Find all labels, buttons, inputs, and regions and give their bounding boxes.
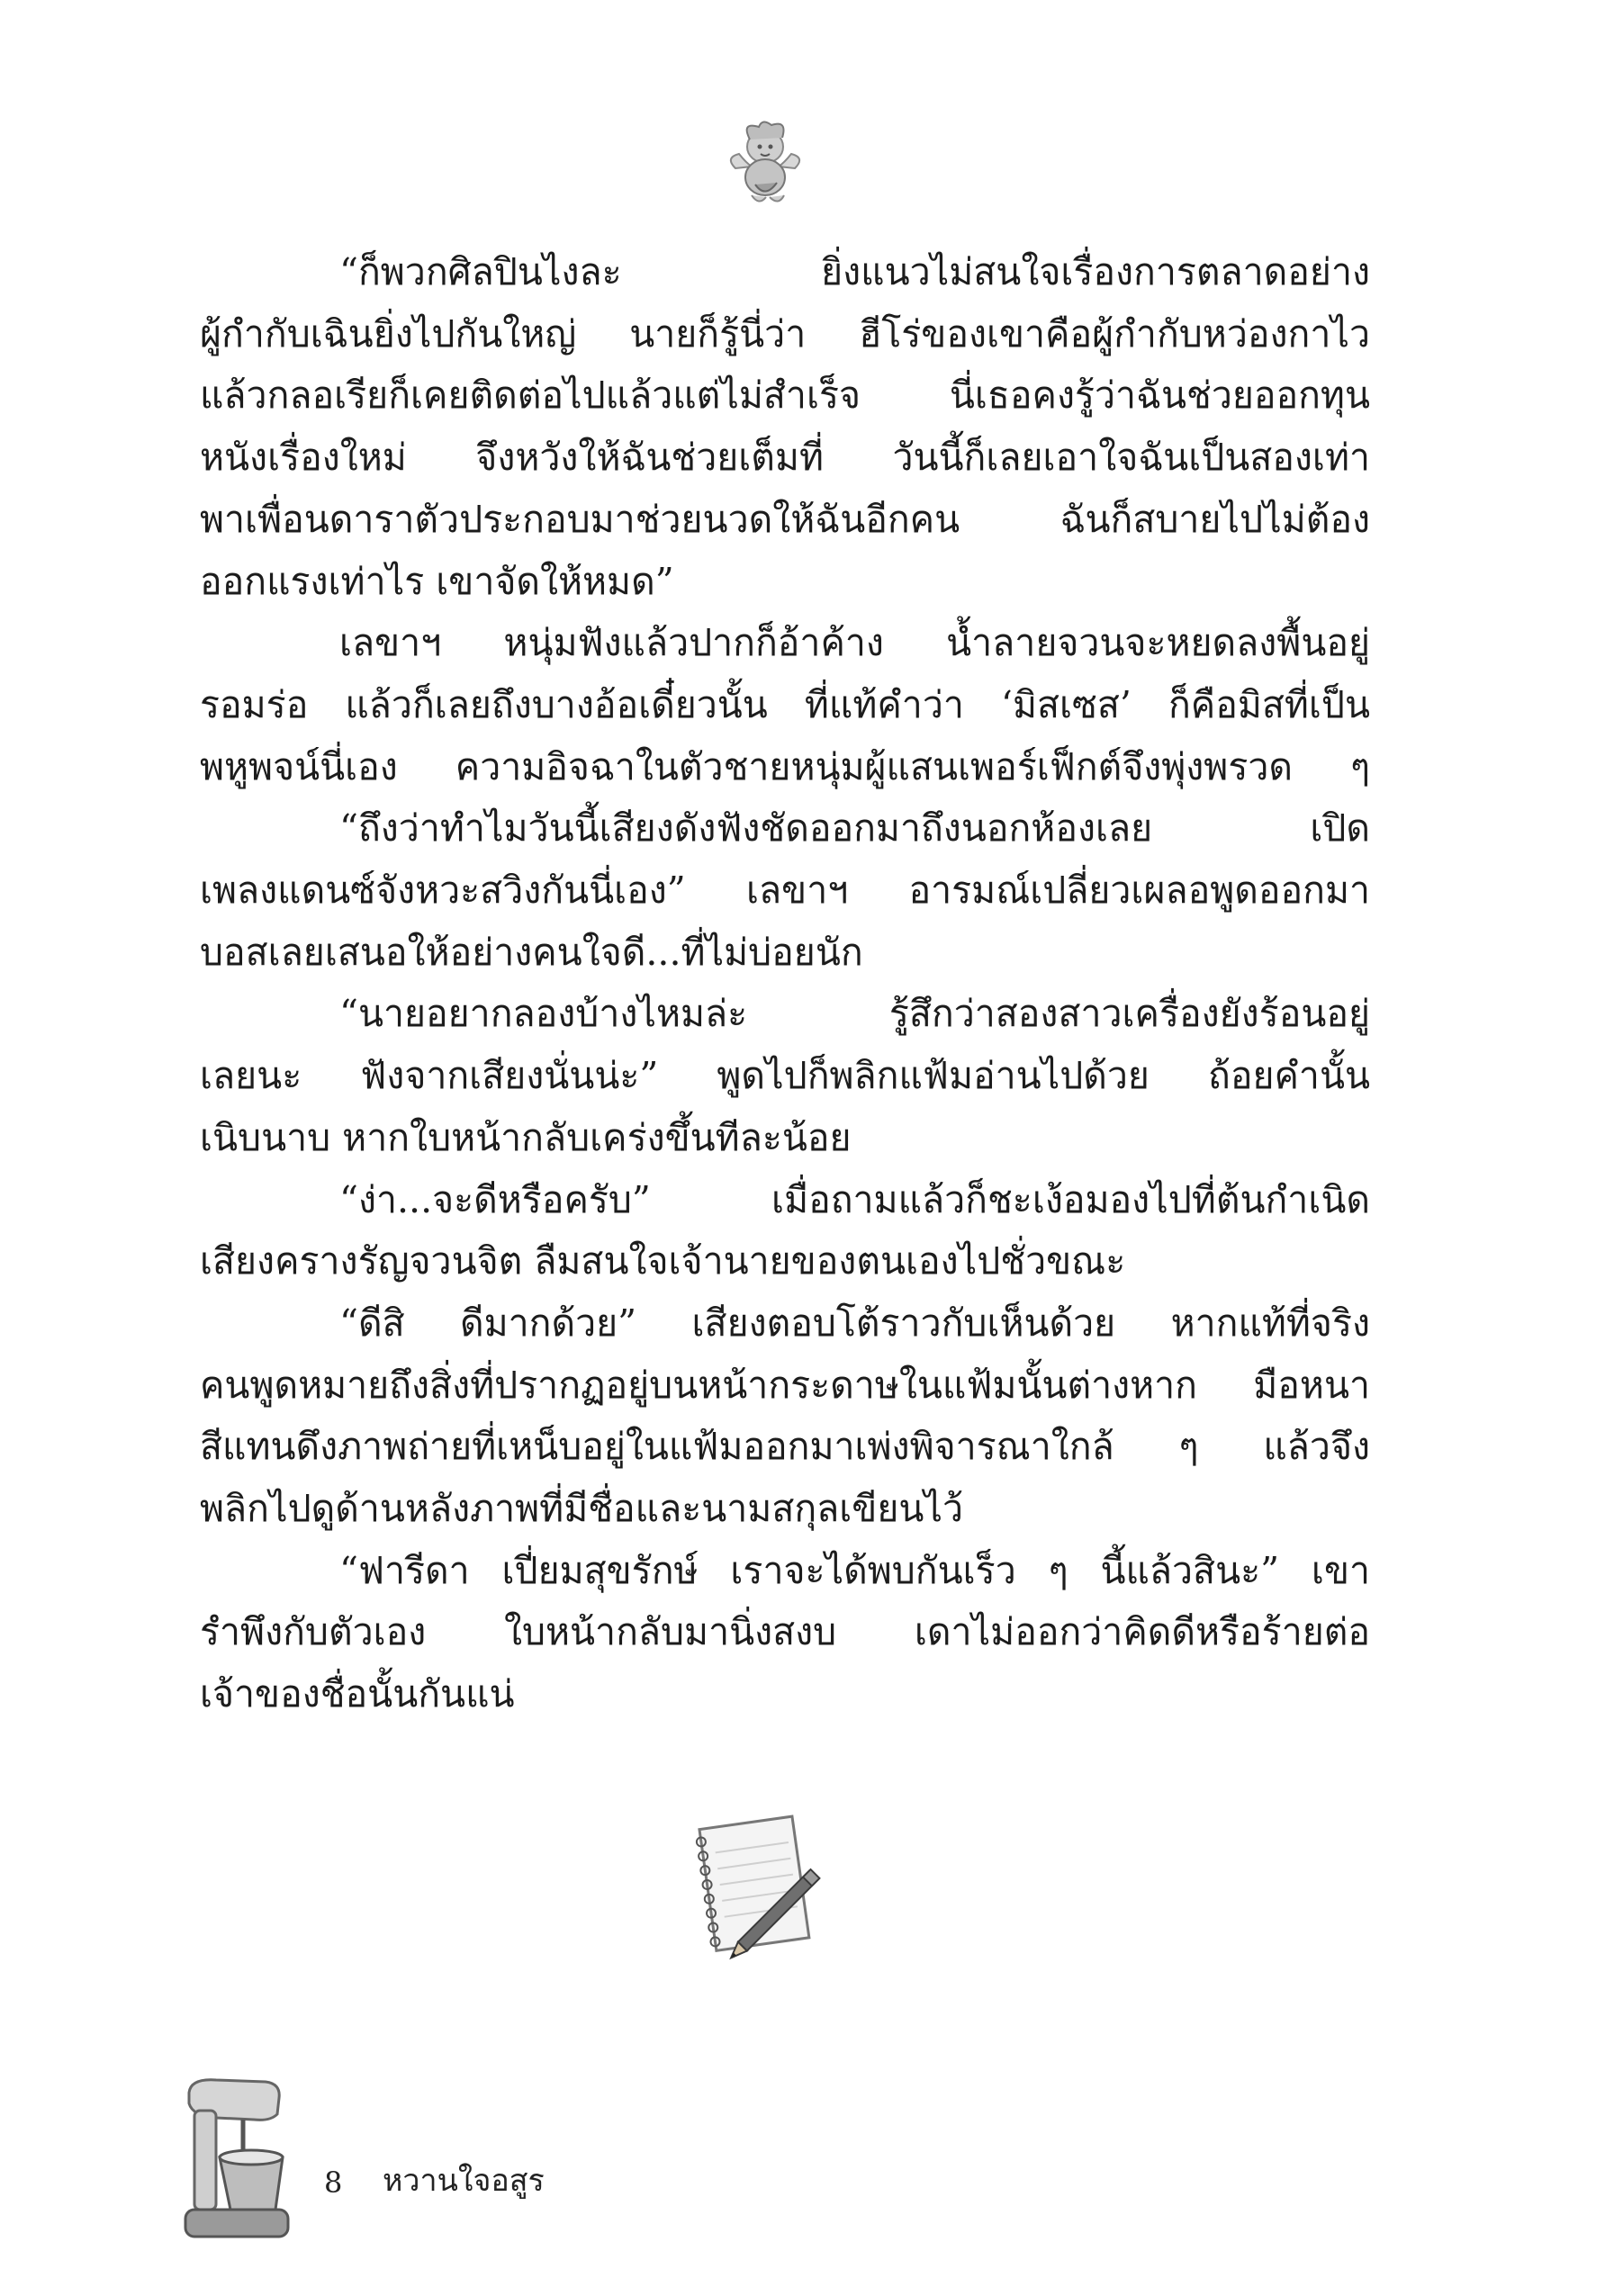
paragraph-4 (200, 983, 1370, 1168)
text-line: เจ้าของชื่อนั้นกันแน่ (200, 1672, 515, 1716)
paragraph-3 (200, 797, 1370, 983)
text-line: ผู้กำกับเฉินยิ่งไปกันใหญ่ นายก็รู้นี่ว่า ฮีโร่ของเขาคือผู้กำกับหว่องกาไว (200, 311, 1370, 356)
text-line: บอสเลยเสนอให้อย่างคนใจดี...ที่ไม่บ่อยนัก (200, 930, 863, 974)
text-line: “ก็พวกศิลปินไงละ ยิ่งแนวไม่สนใจเรื่องการตลาดอย่าง (339, 250, 1370, 293)
text-line: รอมร่อ แล้วก็เลยถึงบางอ้อเดี๋ยวนั้น ที่แท้คำว่า ‘มิสเซส’ ก็คือมิสที่เป็น (200, 682, 1370, 726)
paragraph-2 (200, 612, 1370, 797)
text-line: แล้วกลอเรียก็เคยติดต่อไปแล้วแต่ไม่สำเร็จ นี่เธอคงรู้ว่าฉันช่วยออกทุน (200, 374, 1370, 418)
text-line: เลยนะ ฟังจากเสียงนั่นน่ะ” พูดไปก็พลิกแฟ้มอ่านไปด้วย ถ้อยคำนั้น (200, 1054, 1370, 1098)
text-line: “ฟารีดา เปี่ยมสุขรักษ์ เราจะได้พบกันเร็ว ๆ นี้แล้วสินะ” เขา (339, 1548, 1370, 1592)
paragraph-7 (200, 1540, 1370, 1725)
notebook-pencil-icon (682, 1807, 835, 1965)
text-line: เพลงแดนซ์จังหวะสวิงกันนี่เอง” เลขาฯ อารมณ์เปลี่ยวเผลอพูดออกมา (200, 869, 1370, 913)
page-number: 8 (324, 2165, 343, 2200)
text-line: ออกแรงเท่าไร เขาจัดให้หมด” (200, 559, 674, 603)
stand-mixer-icon (180, 2075, 293, 2246)
text-line: เสียงครางรัญจวนจิต ลืมสนใจเจ้านายของตนเองไปชั่วขณะ (200, 1239, 1126, 1283)
text-line: “ง่า...จะดีหรือครับ” เมื่อถามแล้วก็ชะเง้อมองไปที่ต้นกำเนิด (339, 1177, 1370, 1221)
text-line: “นายอยากลองบ้างไหมล่ะ รู้สึกว่าสองสาวเครื่องยังร้อนอยู่ (339, 992, 1370, 1036)
text-line: หนังเรื่องใหม่ จึงหวังให้ฉันช่วยเต็มที่ วันนี้ก็เลยเอาใจฉันเป็นสองเท่า (200, 436, 1370, 480)
paragraph-5 (200, 1169, 1370, 1292)
text-line: เลขาฯ หนุ่มฟังแล้วปากก็อ้าค้าง น้ำลายจวนจะหยดลงพื้นอยู่ (339, 621, 1370, 665)
text-line: คนพูดหมายถึงสิ่งที่ปรากฏอยู่บนหน้ากระดาษในแฟ้มนั้นต่างหาก มือหนา (200, 1363, 1370, 1407)
cherub-ornament-icon (716, 113, 815, 212)
text-line: รำพึงกับตัวเอง ใบหน้ากลับมานิ่งสงบ เดาไม่ออกว่าคิดดีหรือร้ายต่อ (200, 1610, 1370, 1654)
text-line: “ดีสิ ดีมากด้วย” เสียงตอบโต้ราวกับเห็นด้วย หากแท้ที่จริง (339, 1301, 1370, 1345)
text-line: เนิบนาบ หากใบหน้ากลับเคร่งขึ้นทีละน้อย (200, 1115, 852, 1159)
paragraph-6 (200, 1292, 1370, 1540)
text-line: พาเพื่อนดาราตัวประกอบมาช่วยนวดให้ฉันอีกคน ฉันก็สบายไปไม่ต้อง (200, 497, 1370, 541)
book-title: หวานใจอสูร (383, 2163, 545, 2199)
text-line: พลิกไปดูด้านหลังภาพที่มีชื่อและนามสกุลเขียนไว้ (200, 1487, 964, 1531)
text-line: พหูพจน์นี่เอง ความอิจฉาในตัวชายหนุ่มผู้แสนเพอร์เฟ็กต์จึงพุ่งพรวด ๆ (200, 744, 1370, 788)
paragraph-1 (200, 241, 1370, 612)
text-line: “ถึงว่าทำไมวันนี้เสียงดังฟังชัดออกมาถึงนอกห้องเลย เปิด (339, 806, 1370, 851)
chapter-body-text (200, 241, 1370, 1725)
text-line: สีแทนดึงภาพถ่ายที่เหน็บอยู่ในแฟ้มออกมาเพ่งพิจารณาใกล้ ๆ แล้วจึง (200, 1425, 1370, 1469)
